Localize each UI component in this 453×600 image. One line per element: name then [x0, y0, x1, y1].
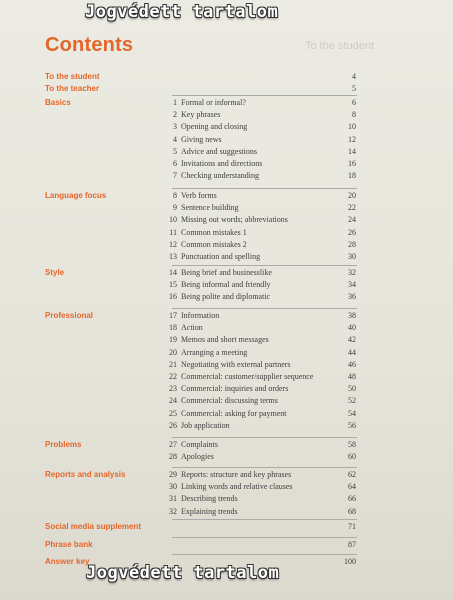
toc-entry[interactable] — [160, 323, 356, 335]
intro-page-number: 5 — [352, 84, 356, 93]
appendix-page-number: 87 — [348, 540, 356, 549]
unit-title: Common mistakes 1 — [181, 227, 247, 237]
section-divider — [172, 95, 357, 96]
unit-number: 22 — [169, 372, 177, 381]
appendix-page-number: 100 — [344, 557, 356, 566]
unit-number: 25 — [169, 408, 177, 418]
unit-title: Being informal and friendly — [181, 280, 271, 290]
unit-title: Negotiating with external partners — [181, 359, 291, 369]
toc-entry[interactable] — [160, 215, 356, 227]
toc-entry[interactable] — [160, 482, 356, 494]
appendix-link-1[interactable]: Phrase bank — [45, 540, 93, 549]
section-divider — [172, 308, 357, 309]
section-divider — [172, 437, 357, 438]
page-number: 64 — [348, 482, 356, 492]
unit-number: 27 — [169, 440, 177, 449]
unit-number: 6 — [173, 159, 177, 168]
unit-title: Punctuation and spelling — [181, 252, 261, 261]
unit-title: Apologies — [181, 452, 214, 462]
section-heading: Problems — [45, 440, 82, 449]
page-number: 44 — [348, 347, 356, 357]
unit-number: 12 — [169, 239, 177, 249]
unit-title: Memos and short messages — [181, 335, 269, 345]
section-divider — [172, 467, 357, 468]
page-number: 16 — [348, 159, 356, 168]
toc-entry[interactable] — [160, 421, 356, 433]
toc-entry[interactable] — [160, 147, 356, 159]
page-number: 20 — [348, 191, 356, 200]
page-number: 28 — [348, 239, 356, 249]
watermark-bottom: Jogvédett tartalom — [86, 563, 280, 583]
toc-entry[interactable] — [160, 240, 356, 252]
unit-title: Formal or informal? — [181, 98, 246, 107]
intro-link-1[interactable]: To the teacher — [45, 84, 100, 93]
page-number: 30 — [348, 252, 356, 261]
toc-entry[interactable] — [160, 268, 356, 280]
page-number: 68 — [348, 506, 356, 516]
unit-number: 9 — [173, 203, 177, 213]
unit-number: 10 — [169, 215, 177, 225]
section-heading: Professional — [45, 311, 94, 320]
unit-title: Giving news — [181, 134, 222, 144]
page-title: Contents — [45, 34, 134, 56]
unit-number: 14 — [169, 268, 177, 277]
section-heading: Style — [45, 268, 65, 277]
unit-number: 13 — [169, 252, 177, 261]
unit-title: Reports: structure and key phrases — [181, 470, 292, 479]
unit-number: 19 — [169, 335, 177, 345]
page-number: 34 — [348, 280, 356, 290]
toc-entry[interactable] — [160, 494, 356, 506]
page-number: 14 — [348, 146, 356, 156]
toc-entry[interactable] — [160, 360, 356, 372]
unit-title: Advice and suggestions — [181, 146, 257, 156]
page-number: 26 — [348, 227, 356, 237]
unit-title: Linking words and relative clauses — [181, 482, 293, 492]
unit-title: Opening and closing — [181, 122, 248, 132]
page-number: 60 — [348, 452, 356, 462]
page-number: 36 — [348, 292, 356, 302]
appendix-page-number: 71 — [348, 522, 356, 531]
unit-title: Describing trends — [181, 494, 238, 504]
unit-number: 28 — [169, 452, 177, 462]
page-number: 12 — [348, 134, 356, 144]
unit-title: Arranging a meeting — [181, 347, 248, 357]
page-number: 38 — [348, 311, 356, 320]
unit-number: 4 — [173, 134, 177, 144]
page-number: 22 — [348, 203, 356, 213]
toc-entry[interactable] — [160, 159, 356, 171]
unit-title: Common mistakes 2 — [181, 239, 247, 249]
unit-number: 21 — [169, 359, 177, 369]
unit-number: 1 — [173, 98, 177, 107]
appendix-link-0[interactable]: Social media supplement — [45, 522, 142, 531]
unit-number: 17 — [169, 311, 177, 320]
toc-entry[interactable] — [160, 384, 356, 396]
unit-number: 24 — [169, 396, 177, 406]
toc-entry[interactable] — [160, 348, 356, 360]
unit-title: Being brief and businesslike — [181, 268, 272, 277]
page-number: 52 — [348, 396, 356, 406]
unit-number: 31 — [169, 494, 177, 504]
toc-entry[interactable] — [160, 372, 356, 384]
page-number: 66 — [348, 494, 356, 504]
section-heading: Language focus — [45, 191, 107, 200]
unit-title: Being polite and diplomatic — [181, 292, 271, 302]
page-number: 8 — [352, 110, 356, 120]
page-number: 56 — [348, 420, 356, 430]
appendix-link-2[interactable]: Answer key — [45, 557, 90, 566]
watermark-top: Jogvédett tartalom — [85, 2, 279, 22]
toc-entry[interactable] — [160, 203, 356, 215]
unit-title: Key phrases — [181, 110, 221, 120]
unit-title: Sentence building — [181, 203, 239, 213]
unit-title: Commercial: discussing terms — [181, 396, 278, 406]
toc-entry[interactable] — [160, 280, 356, 292]
section-heading: Basics — [45, 98, 71, 107]
section-divider — [172, 537, 357, 538]
toc-entry[interactable] — [160, 470, 356, 482]
unit-title: Commercial: customer/supplier sequence — [181, 372, 314, 381]
unit-number: 8 — [173, 191, 177, 200]
page-number: 32 — [348, 268, 356, 277]
unit-number: 11 — [169, 227, 177, 237]
toc-entry[interactable] — [160, 252, 356, 264]
unit-title: Information — [181, 311, 220, 320]
unit-title: Job application — [181, 420, 230, 430]
intro-page-number: 4 — [352, 72, 356, 81]
toc-entry[interactable] — [160, 98, 356, 110]
unit-number: 7 — [173, 171, 177, 181]
page-number: 50 — [348, 384, 356, 394]
toc-entry[interactable] — [160, 440, 356, 452]
page-number: 54 — [348, 408, 356, 418]
unit-number: 5 — [173, 146, 177, 156]
unit-number: 32 — [169, 506, 177, 516]
toc-entry[interactable] — [160, 507, 356, 519]
unit-title: Explaining trends — [181, 506, 238, 516]
page-number: 18 — [348, 171, 356, 181]
unit-title: Action — [181, 323, 203, 333]
page-number: 62 — [348, 470, 356, 479]
unit-title: Verb forms — [181, 191, 217, 200]
toc-entry[interactable] — [160, 122, 356, 134]
section-heading: Reports and analysis — [45, 470, 126, 479]
intro-link-0[interactable]: To the student — [45, 72, 100, 81]
section-divider — [172, 265, 357, 266]
page-number: 10 — [348, 122, 356, 132]
toc-entry[interactable] — [160, 191, 356, 203]
unit-number: 3 — [173, 122, 177, 132]
unit-title: Commercial: asking for payment — [181, 408, 287, 418]
unit-title: Checking understanding — [181, 171, 259, 181]
toc-entry[interactable] — [160, 335, 356, 347]
unit-title: Complaints — [181, 440, 218, 449]
unit-number: 30 — [169, 482, 177, 492]
toc-entry[interactable] — [160, 110, 356, 122]
unit-number: 16 — [169, 292, 177, 302]
toc-entry[interactable] — [160, 171, 356, 183]
unit-number: 15 — [169, 280, 177, 290]
page-number: 24 — [348, 215, 356, 225]
toc-entry[interactable] — [160, 396, 356, 408]
unit-number: 2 — [173, 110, 177, 120]
unit-number: 20 — [169, 347, 177, 357]
page-number: 46 — [348, 359, 356, 369]
toc-entry[interactable] — [160, 228, 356, 240]
unit-number: 18 — [169, 323, 177, 333]
page-number: 40 — [348, 323, 356, 333]
unit-title: Missing out words; abbreviations — [181, 215, 288, 225]
toc-entry[interactable] — [160, 452, 356, 464]
section-divider — [172, 554, 357, 555]
section-divider — [172, 188, 357, 189]
unit-title: Commercial: inquiries and orders — [181, 384, 289, 394]
toc-entry[interactable] — [160, 311, 356, 323]
unit-number: 23 — [169, 384, 177, 394]
page-number: 6 — [352, 98, 356, 107]
unit-number: 26 — [169, 420, 177, 430]
toc-entry[interactable] — [160, 135, 356, 147]
toc-entry[interactable] — [160, 292, 356, 304]
unit-title: Invitations and directions — [181, 159, 263, 168]
show-through-text: To the student — [305, 40, 375, 52]
page-number: 58 — [348, 440, 356, 449]
toc-entry[interactable] — [160, 409, 356, 421]
page-number: 48 — [348, 372, 356, 381]
page-number: 42 — [348, 335, 356, 345]
unit-number: 29 — [169, 470, 177, 479]
section-divider — [172, 519, 357, 520]
